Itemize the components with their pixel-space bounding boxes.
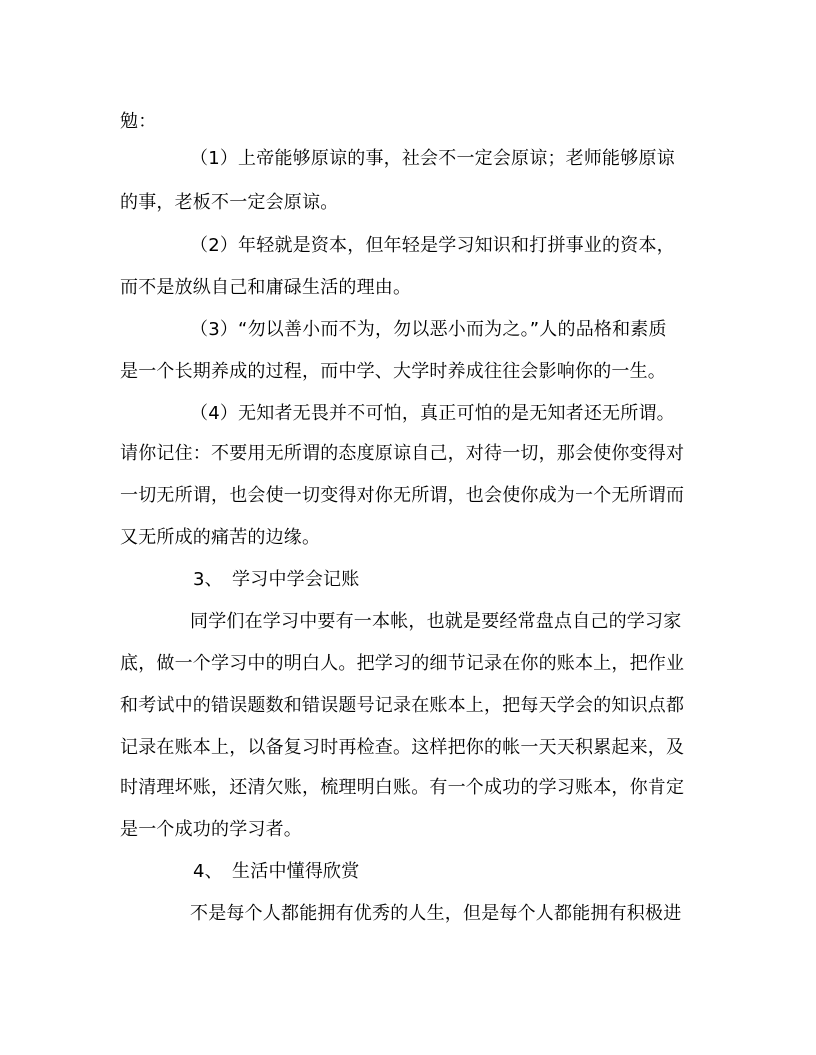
section-heading: 3、 学习中学会记账: [193, 569, 360, 590]
text-line: 的事，老板不一定会原谅。: [120, 192, 339, 213]
text-line: 记录在账本上，以备复习时再检查。这样把你的帐一天天积累起来，及: [120, 737, 685, 758]
text-line: 而不是放纵自己和庸碌生活的理由。: [120, 277, 412, 298]
text-line: 请你记住：不要用无所谓的态度原谅自己，对待一切，那会使你变得对: [120, 443, 685, 464]
text-line: 是一个长期养成的过程，而中学、大学时养成往往会影响你的一生。: [120, 361, 666, 382]
text-line: 不是每个人都能拥有优秀的人生，但是每个人都能拥有积极进: [190, 903, 682, 924]
text-line: （1）上帝能够原谅的事，社会不一定会原谅；老师能够原谅: [190, 148, 675, 169]
text-line: 同学们在学习中要有一本帐，也就是要经常盘点自己的学习家: [190, 611, 682, 632]
text-line: （3）“勿以善小而不为，勿以恶小而为之。”人的品格和素质: [190, 319, 667, 340]
text-line: 是一个成功的学习者。: [120, 819, 302, 840]
text-line: 勉：: [120, 111, 157, 132]
text-line: （4）无知者无畏并不可怕，真正可怕的是无知者还无所谓。: [190, 403, 675, 424]
text-line: 一切无所谓，也会使一切变得对你无所谓，也会使你成为一个无所谓而: [120, 485, 685, 506]
section-heading: 4、 生活中懂得欣赏: [193, 861, 360, 882]
text-line: （2）年轻就是资本，但年轻是学习知识和打拼事业的资本，: [190, 235, 675, 256]
text-line: 又无所成的痛苦的边缘。: [120, 527, 321, 548]
text-line: 底，做一个学习中的明白人。把学习的细节记录在你的账本上，把作业: [120, 653, 685, 674]
text-line: 时清理坏账，还清欠账，梳理明白账。有一个成功的学习账本，你肯定: [120, 777, 685, 798]
text-line: 和考试中的错误题数和错误题号记录在账本上，把每天学会的知识点都: [120, 695, 685, 716]
